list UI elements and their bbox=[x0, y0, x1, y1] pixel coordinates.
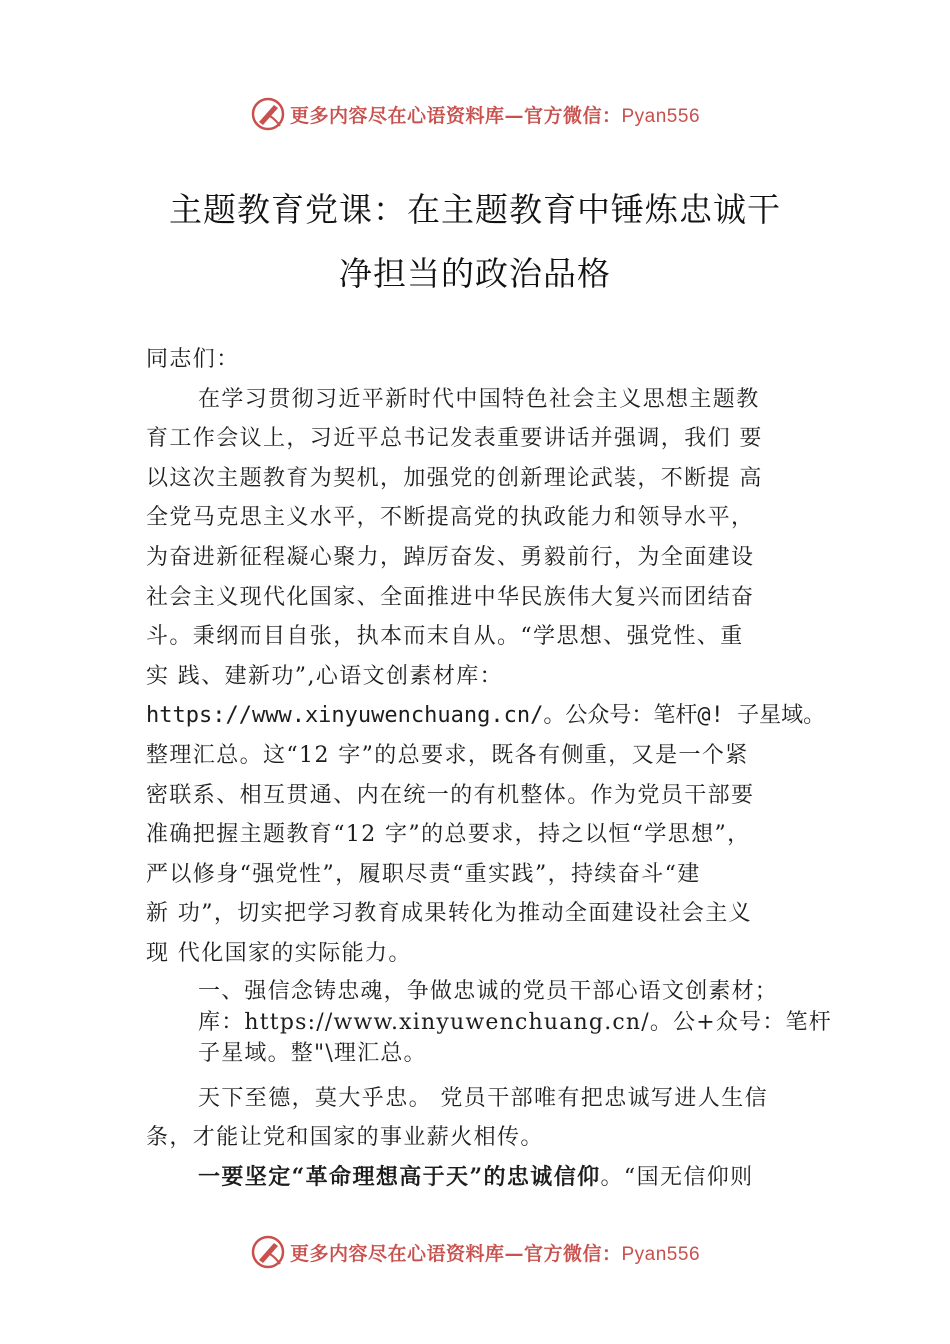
text-line: 现 代化国家的实际能力。 bbox=[146, 940, 412, 966]
header-watermark bbox=[0, 94, 950, 134]
text-line: 实 践、建新功”,心语文创素材库： bbox=[146, 663, 504, 689]
paragraph-intro bbox=[146, 380, 826, 974]
title-line-2: 净担当的政治品格 bbox=[339, 254, 611, 293]
pen-seal-icon bbox=[250, 96, 286, 132]
text-line: 整理汇总。这“12 字”的总要求，既各有侧重，又是一个紧 bbox=[146, 742, 749, 768]
text-line: 条，才能让党和国家的事业薪火相传。 bbox=[146, 1125, 544, 1151]
pen-seal-icon bbox=[250, 1234, 286, 1270]
text-line: 一、强信念铸忠魂，争做忠诚的党员干部心语文创素材； bbox=[198, 978, 779, 1004]
text-line: 育工作会议上，习近平总书记发表重要讲话并强调，我们 要 bbox=[146, 426, 763, 452]
text-line: 在学习贯彻习近平新时代中国特色社会主义思想主题教 bbox=[198, 386, 760, 412]
wechat-id: Pyan556 bbox=[621, 105, 701, 127]
document-body bbox=[146, 340, 832, 1197]
section-heading-1 bbox=[146, 976, 832, 1069]
bold-lead: 一要坚定“革命理想高于天”的忠诚信仰 bbox=[198, 1163, 601, 1190]
text-line: 准确把握主题教育“12 字”的总要求，持之以恒“学思想”， bbox=[146, 822, 751, 848]
title-line-1: 主题教育党课：在主题教育中锤炼忠诚干 bbox=[169, 190, 781, 229]
text-line: 为奋进新征程凝心聚力，踔厉奋发、勇毅前行，为全面建设 bbox=[146, 544, 755, 570]
text-line: 新 功”，切实把学习教育成果转化为推动全面建设社会主义 bbox=[146, 901, 753, 927]
text-line-url: https://www.xinyuwenchuang.cn/。公众号：笔杆@! 子星域。 bbox=[146, 703, 826, 729]
paragraph-loyalty bbox=[146, 1079, 826, 1158]
text-line: 天下至德，莫大乎忠。 党员干部唯有把忠诚写进人生信 bbox=[198, 1085, 768, 1111]
text-line: 密联系、相互贯通、内在统一的有机整体。作为党员干部要 bbox=[146, 782, 755, 808]
text-rest: 。“国无信仰则 bbox=[600, 1164, 754, 1190]
text-line: 社会主义现代化国家、全面推进中华民族伟大复兴而团结奋 bbox=[146, 584, 755, 610]
wechat-id: Pyan556 bbox=[621, 1243, 701, 1265]
watermark-text: 更多内容尽在心语资料库—官方微信：Pyan556 bbox=[289, 104, 701, 127]
watermark-text: 更多内容尽在心语资料库—官方微信：Pyan556 bbox=[289, 1242, 701, 1265]
text-line: 以这次主题教育为契机，加强党的创新理论武装，不断提 高 bbox=[146, 465, 763, 491]
greeting: 同志们： bbox=[146, 347, 240, 372]
document-title bbox=[0, 178, 950, 306]
text-line: 斗。秉纲而目自张，执本而末自从。“学思想、强党性、重 bbox=[146, 624, 744, 650]
text-line: 库：https://www.xinyuwenchuang.cn/。公+众号：笔杆 bbox=[198, 1009, 832, 1035]
paragraph-first-point bbox=[146, 1158, 826, 1198]
text-line: 严以修身“强党性”，履职尽责“重实践”，持续奋斗“建 bbox=[146, 861, 701, 887]
text-line: 全党马克思主义水平，不断提高党的执政能力和领导水平， bbox=[146, 505, 755, 531]
footer-watermark bbox=[0, 1232, 950, 1272]
text-line: 子星域。整"\理汇总。 bbox=[198, 1040, 427, 1066]
